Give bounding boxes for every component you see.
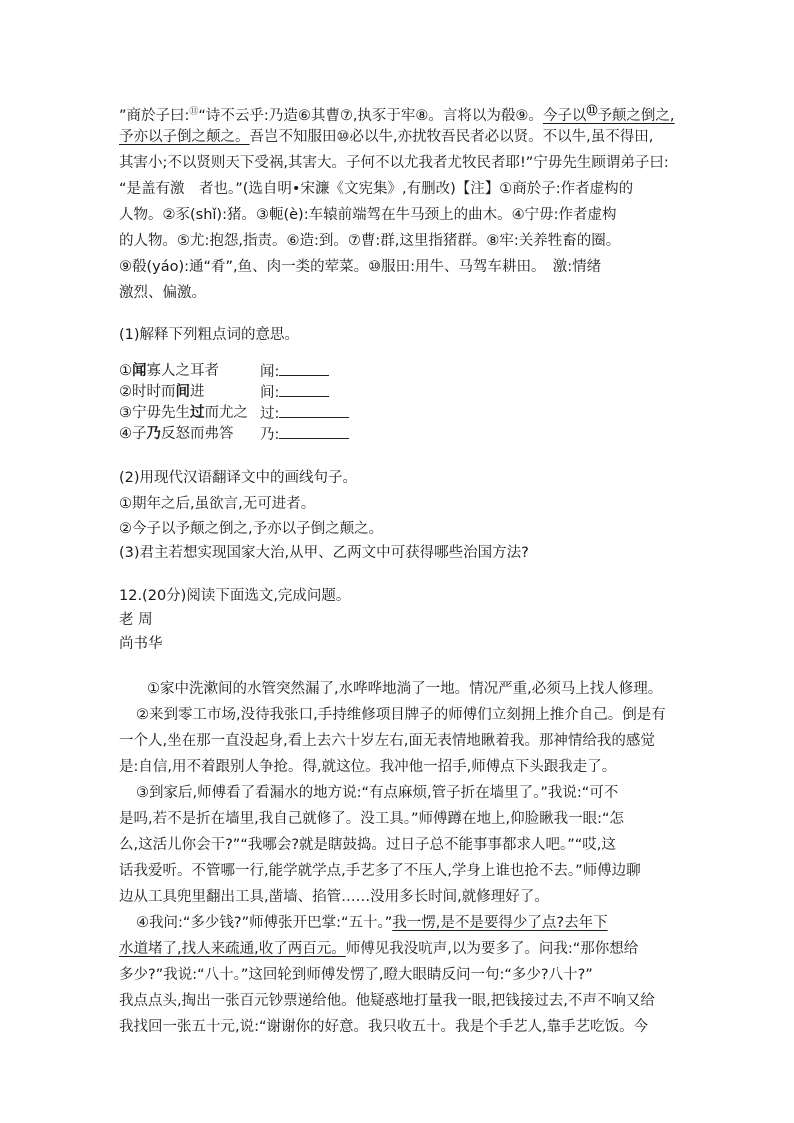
answer-blank[interactable] [279,403,349,418]
passage-line-1: ”商於子曰:⑪“诗不云乎:乃造⑥其曹⑦,执豕于牢⑧。言将以为殽⑨。今子以⑪予颠之倒之, [119,104,675,124]
question-1-prompt: (1)解释下列粗点词的意思。 [119,327,300,343]
note-marker: ⑪ [586,104,598,117]
underlined-sentence: 予亦以子倒之颠之。 [119,129,250,145]
story-p4-line1: ④我问:“多少钱?”师傅张开巴掌:“五十。”我一愣,是不是要得少了点?去年下 [136,915,608,931]
story-p4-line3: 多少?”我说:“八十。”这回轮到师傅发愣了,瞪大眼睛反问一句:“多少?八十?” [119,967,593,983]
story-p4-line5: 我找回一张五十元,说:“谢谢你的好意。我只收五十。我是个手艺人,靠手艺吃饭。今 [119,1019,649,1035]
story-p2-line3: 是:自信,用不着跟别人争抢。得,就这位。我冲他一招手,师傅点下头跟我走了。 [119,759,617,775]
underlined-sentence: 今子以⑪予颠之倒之, [542,104,675,124]
q1-item-3: ③宁毋先生过而尤之 [119,405,248,421]
note-marker: ⑪ [189,107,199,117]
q1-answer-1[interactable]: 闻: [260,361,329,382]
story-p3-line3: 么,这活儿你会干?”“我哪会?就是瞎鼓捣。过日子总不能事事都求人吧。”“哎,这 [119,837,616,853]
underlined-sentence: 水道堵了,找人来疏通,收了两百元。 [119,941,346,957]
question-3-prompt: (3)君主若想实现国家大治,从甲、乙两文中可获得哪些治国方法? [119,545,529,561]
q1-item-2: ②时时而间进 [119,384,205,400]
q1-answer-3[interactable]: 过: [260,403,349,424]
passage-line-4: “是盖有激 者也。”(选自明•宋濂《文宪集》,有删改)【注】①商於子:作者虚构的 [119,181,634,197]
q1-answer-2[interactable]: 间: [260,382,329,403]
answer-blank[interactable] [279,424,349,439]
story-p1: ①家中洗漱间的水管突然漏了,水哗哗地淌了一地。情况严重,必须马上找人修理。 [147,681,663,697]
passage-line-7: ⑨殽(yáo):通“肴”,鱼、肉一类的荤菜。⑩服田:用牛、马驾车耕田。 激:情绪 [119,259,602,275]
answer-blank[interactable] [279,361,329,376]
passage-line-6: 的人物。⑤尤:抱怨,指责。⑥造:到。⑦曹:群,这里指猪群。⑧牢:关养牲畜的圈。 [119,233,621,249]
story-p2-line2: 一个人,坐在那一直没起身,看上去六十岁左右,面无表情地瞅着我。那神情给我的感觉 [119,733,655,749]
story-p3-line2: 是吗,若不是折在墙里,我自己就修了。没工具。”师傅蹲在地上,仰脸瞅我一眼:“怎 [119,811,624,827]
question-2-prompt: (2)用现代汉语翻译文中的画线句子。 [119,470,358,486]
passage-line-8: 激烈、偏激。 [119,285,206,301]
story-p4-line2: 水道堵了,找人来疏通,收了两百元。师傅见我没吭声,以为要多了。问我:“那你想给 [119,941,639,957]
passage-line-5: 人物。②豕(shǐ):猪。③軛(è):车辕前端驾在牛马颈上的曲木。④宁毋:作者虚构 [119,207,617,223]
story-p2-line1: ②来到零工市场,没待我张口,手持维修项目牌子的师傅们立刻拥上推介自己。倒是有 [136,707,666,723]
answer-blank[interactable] [279,382,329,397]
q2-sentence-1: ①期年之后,虽欲言,无可进者。 [119,496,316,512]
q1-item-4: ④子乃反怒而弗答 [119,426,234,442]
story-author: 尚书华 [119,636,163,652]
question-12-header: 12.(20分)阅读下面选文,完成问题。 [119,588,351,604]
passage-line-3: 其害小;不以贤则天下受祸,其害大。子何不以尤我者尤牧民者耶!”宁毋先生顾谓弟子曰: [119,155,669,171]
q1-answer-4[interactable]: 乃: [260,424,349,445]
story-title: 老 周 [119,612,153,628]
q1-item-1: ①闻寡人之耳者 [119,363,219,379]
passage-line-2: 予亦以子倒之颠之。吾岂不知服田⑩必以牛,亦扰牧吾民者必以贤。不以牛,虽不得田, [119,129,654,145]
story-p3-line1: ③到家后,师傅看了看漏水的地方说:“有点麻烦,管子折在墙里了。”我说:“可不 [136,785,619,801]
story-p4-line4: 我点点头,掏出一张百元钞票递给他。他疑惑地打量我一眼,把钱接过去,不声不响又给 [119,993,655,1009]
story-p3-line5: 边从工具兜里翻出工具,凿墙、掐管……没用多长时间,就修理好了。 [119,889,549,905]
q2-sentence-2: ②今子以予颠之倒之,予亦以子倒之颠之。 [119,521,384,537]
story-p3-line4: 话我爱听。不管哪一行,能学就学点,手艺多了不压人,学身上谁也抢不去。”师傅边聊 [119,863,641,879]
underlined-sentence: 我一愣,是不是要得少了点?去年下 [392,915,608,931]
